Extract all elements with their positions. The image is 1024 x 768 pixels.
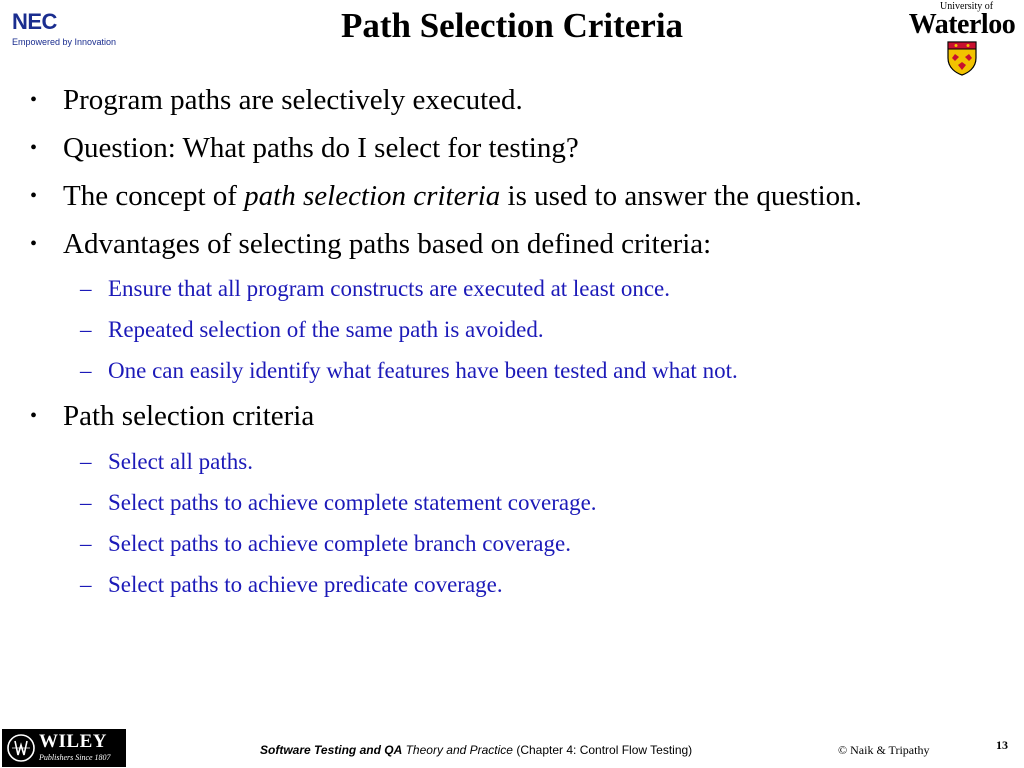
sub-bullet-text: Ensure that all program constructs are executed at least once.	[108, 276, 670, 301]
sub-bullet-text: Select paths to achieve complete statement coverage.	[108, 490, 597, 515]
wiley-logo-tagline: Publishers Since 1807	[39, 753, 111, 762]
bullet-text	[63, 178, 862, 214]
waterloo-logo	[904, 2, 1020, 76]
footer-copyright: © Naik & Tripathy	[838, 743, 930, 757]
bullet-marker: •	[30, 89, 38, 111]
sub-bullet-text: Repeated selection of the same path is avoided.	[108, 317, 544, 342]
bullet-text-emphasis: path selection criteria	[244, 180, 501, 212]
nec-logo-name: NEC	[12, 9, 57, 34]
bullet-marker: •	[30, 233, 38, 255]
page-number: 13	[996, 738, 1008, 752]
wiley-emblem-icon	[6, 732, 36, 764]
sub-bullet-text: One can easily identify what features have been tested and what not.	[108, 358, 738, 383]
bullet-marker: •	[30, 405, 38, 427]
bullet-text-before: The concept of	[63, 180, 245, 212]
bullet-text: Question: What paths do I select for testing?	[63, 132, 579, 164]
sub-bullet-marker: –	[80, 449, 92, 474]
footer-chapter: (Chapter 4: Control Flow Testing)	[516, 743, 693, 757]
sub-bullet-marker: –	[80, 358, 92, 383]
waterloo-logo-small: University of	[940, 1, 994, 12]
footer-book-title: Software Testing and QA	[260, 743, 403, 757]
bullet-marker: •	[30, 185, 38, 207]
bullet-text: Program paths are selectively executed.	[63, 84, 523, 116]
sub-bullet-marker: –	[80, 531, 92, 556]
sub-bullet-marker: –	[80, 276, 92, 301]
bullet-text: Path selection criteria	[63, 400, 315, 432]
waterloo-logo-name: Waterloo	[908, 9, 1016, 40]
sub-bullet-marker: –	[80, 572, 92, 597]
bullet-text: Advantages of selecting paths based on defined criteria:	[63, 228, 712, 260]
sub-bullet-marker: –	[80, 317, 92, 342]
sub-bullet-text: Select paths to achieve predicate coverage.	[108, 572, 503, 597]
footer-book-info	[260, 742, 692, 758]
sub-bullet-text: Select all paths.	[108, 449, 253, 474]
wiley-logo	[2, 729, 126, 767]
footer-book-subtitle: Theory and Practice	[405, 743, 513, 757]
bullet-text-after: is used to answer the question.	[500, 180, 862, 212]
slide-title: Path Selection Criteria	[340, 6, 684, 45]
university-crest-icon	[946, 40, 978, 76]
sub-bullet-marker: –	[80, 490, 92, 515]
wiley-logo-name: WILEY	[39, 731, 107, 752]
bullet-marker: •	[30, 137, 38, 159]
sub-bullet-text: Select paths to achieve complete branch coverage.	[108, 531, 571, 556]
nec-logo-tagline: Empowered by Innovation	[12, 37, 117, 47]
